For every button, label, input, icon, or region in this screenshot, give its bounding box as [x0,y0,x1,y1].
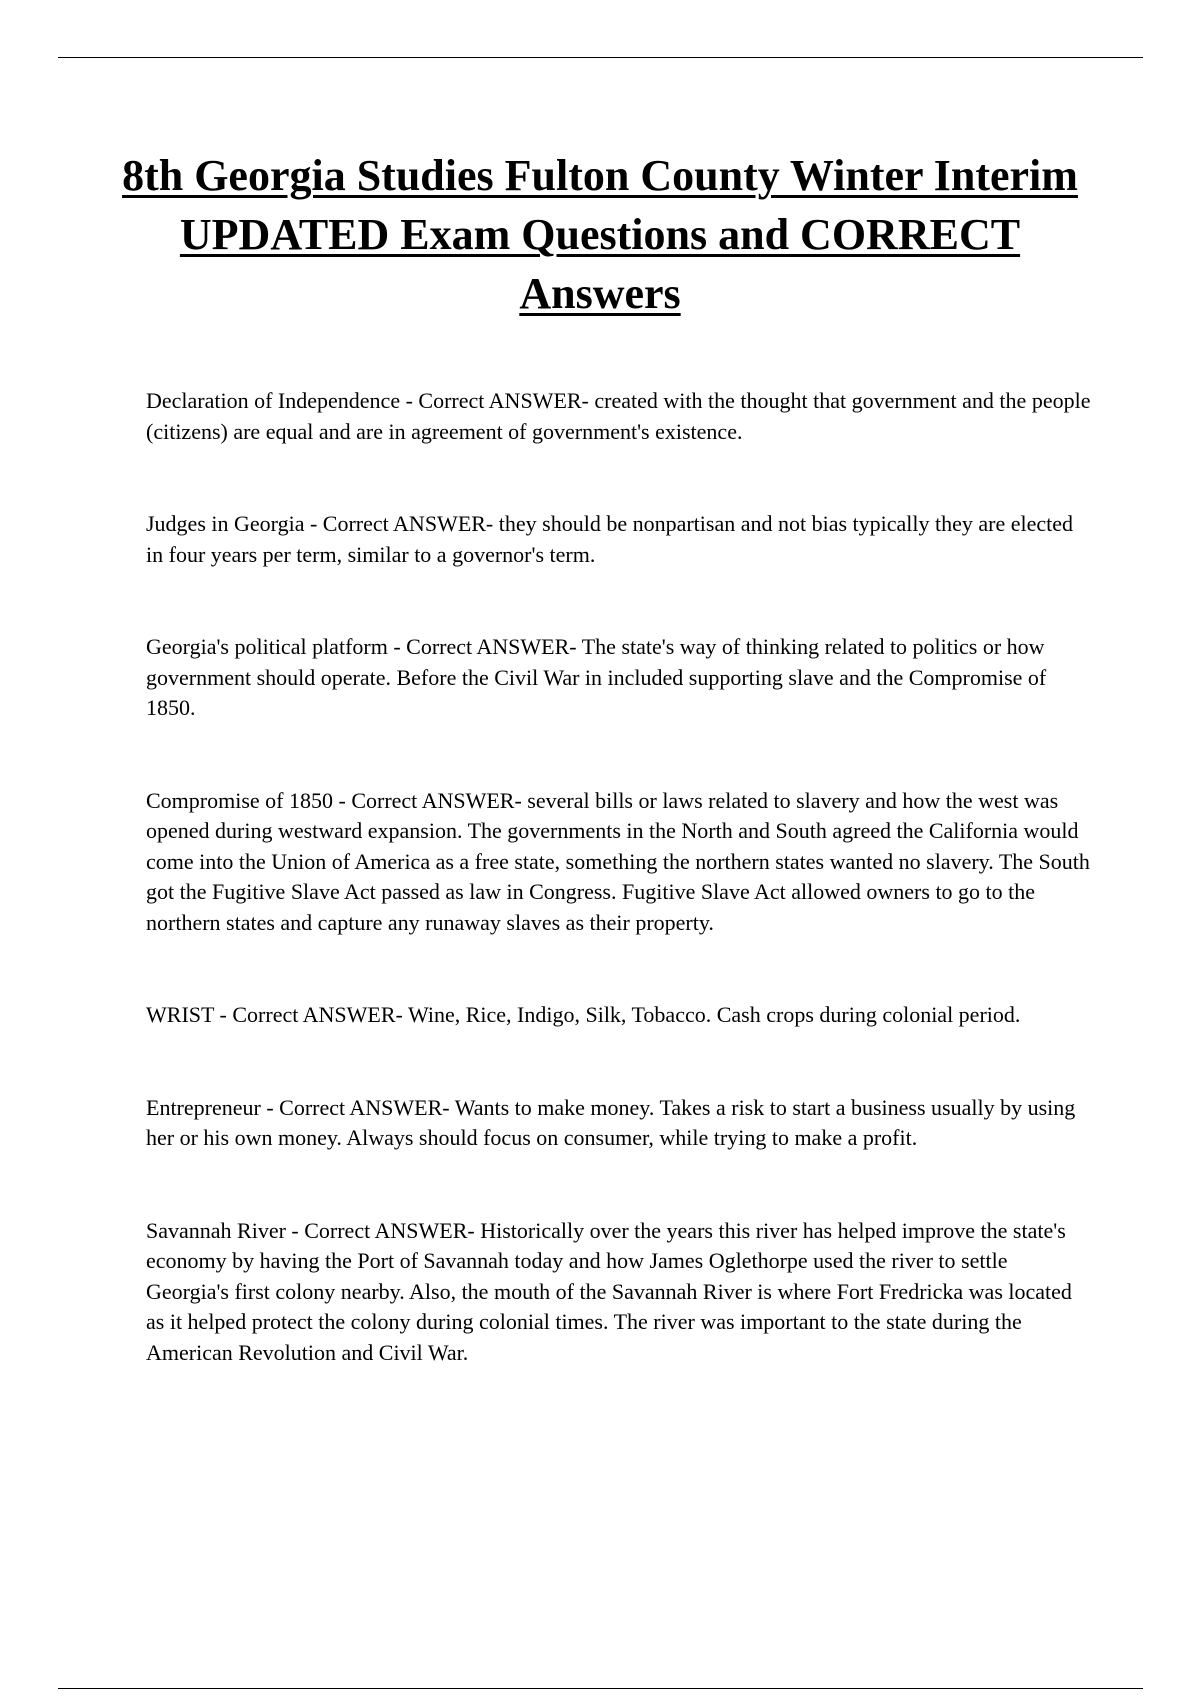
bottom-rule [58,1688,1143,1689]
answer-marker: - Correct ANSWER- [260,1094,455,1120]
qa-term: Judges in Georgia [146,511,305,536]
qa-answer: several bills or laws related to slavery and how the west was opened during westward expansion. The governments in the North and South agreed the California would come into the Union of America as a free state, something the northern states wanted no slavery. The South got the Fugitive Slave Act passed as law in Congress. Fugitive Slave Act allowed owners to go to the northern states and capture any runaway slaves as their property. [146,787,1090,935]
qa-answer: they should be nonpartisan and not bias typically they are elected in four years per term, similar to a governor's term. [146,511,1074,567]
qa-entry [146,386,1091,447]
answer-marker: - Correct ANSWER- [214,1002,408,1027]
qa-entry [146,1000,1091,1031]
qa-answer: created with the thought that government and the people (citizens) are equal and are in agreement of government's existence. [146,388,1091,444]
qa-entry [146,632,1091,724]
qa-term: Declaration of Independence [146,388,401,413]
qa-term: Savannah River [146,1217,286,1243]
qa-list [146,386,1091,1368]
qa-entry [146,1093,1091,1154]
qa-entry [146,509,1091,570]
qa-term: WRIST [146,1002,215,1027]
qa-answer: The state's way of thinking related to politics or how government should operate. Before the Civil War in included supporting slave and the Compromise of 1850. [146,634,1047,720]
qa-entry [146,786,1091,939]
qa-term: Entrepreneur [146,1094,261,1120]
answer-marker: - Correct ANSWER- [333,787,528,813]
qa-term: Compromise of 1850 [146,787,333,813]
qa-answer: Wants to make money. Takes a risk to start a business usually by using her or his own money. Always should focus on consumer, while trying to make a profit. [146,1094,1076,1150]
document-title: 8th Georgia Studies Fulton County Winter Interim UPDATED Exam Questions and CORRECT Answers [122,151,1078,318]
answer-marker: - Correct ANSWER- [387,634,582,659]
top-rule [58,57,1143,58]
qa-answer: Wine, Rice, Indigo, Silk, Tobacco. Cash crops during colonial period. [407,1002,1021,1027]
qa-entry [146,1216,1091,1369]
answer-marker: - Correct ANSWER- [304,511,499,536]
qa-answer: Historically over the years this river has helped improve the state's economy by having the Port of Savannah today and how James Oglethorpe used the river to settle Georgia's first colony nearby. Also, the mouth of the Savannah River is where Fort Fredricka was located as it helped protect the colony during colonial times. The river was important to the state during the American Revolution and Civil War. [146,1217,1072,1365]
answer-marker: - Correct ANSWER- [285,1217,481,1243]
qa-term: Georgia's political platform [146,634,388,659]
answer-marker: - Correct ANSWER- [400,388,595,413]
